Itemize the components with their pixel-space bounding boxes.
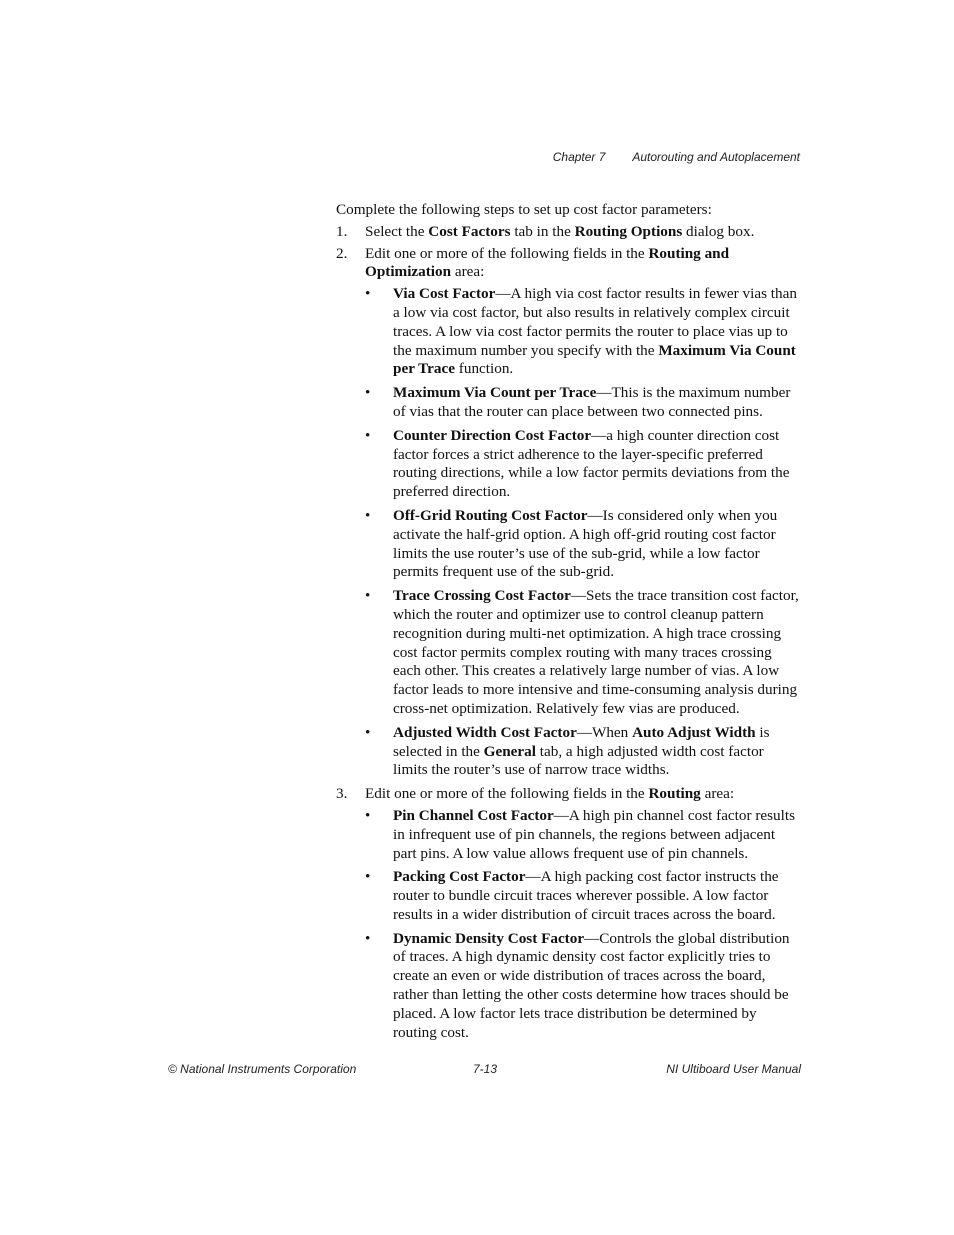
footer-copyright: © National Instruments Corporation — [168, 1062, 357, 1076]
manual-title: NI Ultiboard User Manual — [666, 1062, 801, 1076]
bullet-counter-direction — [365, 427, 801, 502]
step-number: 2. — [336, 244, 348, 262]
bullet-bold: Maximum Via Count per Trace — [393, 341, 796, 378]
bullet-off-grid-routing — [365, 507, 801, 582]
bullet-term: Adjusted Width Cost Factor — [393, 723, 577, 741]
bullet-glyph: • — [365, 723, 371, 741]
step-bold: Routing and Optimization — [365, 244, 730, 281]
bullet-text: —Controls the global distribution of traces. A high dynamic density cost factor explicitly tries to create an even or wide distribution of traces across the board, rather than letting the other costs determine how traces should be placed. A low factor lets trace distribution be determined by routing cost. — [393, 929, 790, 1041]
running-header — [553, 150, 800, 164]
step-1 — [336, 223, 801, 242]
bullet-term: Dynamic Density Cost Factor — [393, 929, 585, 947]
bullet-term: Counter Direction Cost Factor — [393, 426, 592, 444]
bullet-text: —A high via cost factor results in fewer vias than a low via cost factor, but also results in relatively complex circuit traces. A low via cost factor permits the router to place vias up to the maximum number you specify with the — [393, 285, 797, 359]
bullet-text: function. — [455, 360, 514, 378]
bullet-pin-channel — [365, 807, 801, 863]
bullet-text: —When — [576, 723, 633, 741]
bullet-term: Pin Channel Cost Factor — [393, 806, 554, 824]
step-3 — [336, 785, 801, 1042]
bullet-term: Trace Crossing Cost Factor — [393, 587, 571, 605]
step-number: 1. — [336, 222, 348, 240]
bullet-term: Packing Cost Factor — [393, 868, 526, 886]
bullet-text: —This is the maximum number of vias that the router can place between two connected pins. — [393, 384, 791, 420]
bullet-glyph: • — [365, 285, 371, 303]
bullet-text: is selected in the — [393, 723, 770, 760]
bullet-text: —A high packing cost factor instructs the router to bundle circuit traces wherever possible. A low factor results in a wider distribution of circuit traces across the board. — [393, 868, 779, 923]
step-text: area: — [700, 785, 735, 803]
bullet-text: —Sets the trace transition cost factor, which the router and optimizer use to control cleanup pattern recognition during multi-net optimization. A high trace crossing cost factor permits complex routing with many traces crossing each other. This creates a relatively large number of vias. A low factor leads to more intensive and time-consuming analysis during cross-net optimization. Relatively few vias are produced. — [393, 587, 799, 717]
bullet-bold: Auto Adjust Width — [632, 723, 756, 741]
step-bold: Routing — [648, 785, 701, 803]
step-text: tab in the — [510, 222, 575, 240]
main-content — [336, 201, 801, 1047]
step-text: Edit one or more of the following fields in the — [365, 244, 649, 262]
step-number: 3. — [336, 785, 348, 803]
step-text: area: — [451, 263, 485, 281]
bullet-text: —Is considered only when you activate the half-grid option. A high off-grid routing cost factor limits the use router’s use of the sub-grid, while a low factor permits frequent use of the sub-grid. — [393, 506, 778, 581]
bullet-text: —a high counter direction cost factor forces a strict adherence to the layer-specific preferred routing directions, while a low factor permits deviations from the preferred direction. — [393, 426, 790, 501]
bullet-bold: General — [483, 742, 536, 760]
bullet-glyph: • — [365, 868, 371, 886]
step-2 — [336, 245, 801, 781]
bullet-dynamic-density — [365, 930, 801, 1043]
bullet-glyph: • — [365, 929, 371, 947]
chapter-title: Autorouting and Autoplacement — [632, 150, 800, 164]
bullet-text: tab, a high adjusted width cost factor limits the router’s use of narrow trace widths. — [393, 742, 764, 779]
bullet-adjusted-width — [365, 724, 801, 780]
bullet-glyph: • — [365, 506, 371, 524]
bullet-term: Maximum Via Count per Trace — [393, 384, 597, 402]
intro-paragraph: Complete the following steps to set up cost factor parameters: — [336, 201, 712, 218]
step-bold: Cost Factors — [428, 222, 511, 240]
bullet-text: —A high pin channel cost factor results in infrequent use of pin channels, the regions between adjacent part pins. A low value allows frequent use of pin channels. — [393, 806, 795, 862]
bullet-term: Off-Grid Routing Cost Factor — [393, 506, 588, 524]
bullet-packing — [365, 868, 801, 924]
bullet-glyph: • — [365, 426, 371, 444]
bullet-glyph: • — [365, 384, 371, 402]
bullet-max-via-count — [365, 384, 801, 422]
bullet-glyph: • — [365, 806, 371, 824]
page-number: 7-13 — [473, 1062, 498, 1076]
bullet-glyph: • — [365, 587, 371, 605]
page-footer — [168, 1062, 801, 1078]
step-text: Edit one or more of the following fields in the — [365, 785, 649, 803]
bullet-term: Via Cost Factor — [393, 285, 496, 303]
step-text: dialog box. — [682, 222, 755, 240]
bullet-trace-crossing — [365, 587, 801, 719]
bullet-via-cost-factor — [365, 285, 801, 379]
step-text: Select the — [365, 222, 429, 240]
chapter-label: Chapter 7 — [552, 150, 606, 164]
step-bold: Routing Options — [574, 222, 683, 240]
